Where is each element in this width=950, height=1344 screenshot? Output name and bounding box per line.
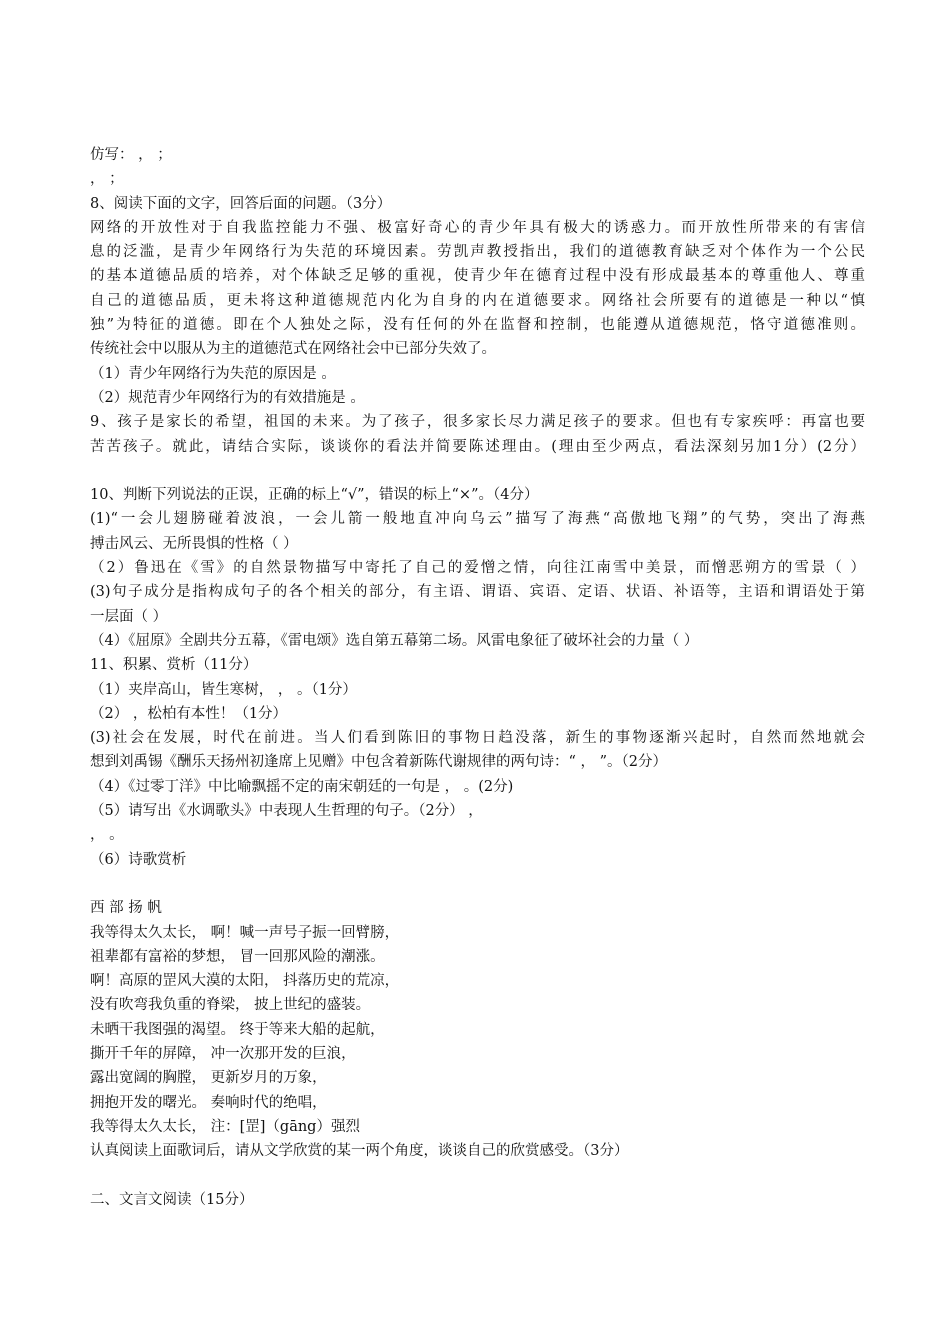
text-line: 苦苦孩子。就此，请结合实际，谈谈你的看法并简要陈述理由。(理由至少两点，看法深刻另加1分）(2分） xyxy=(90,438,865,455)
text-line: （5）请写出《水调歌头》中表现人生哲理的句子。（2分） ， xyxy=(90,803,483,820)
text-line: 认真阅读上面歌词后，请从文学欣赏的某一两个角度，谈谈自己的欣赏感受。（3分） xyxy=(90,1143,629,1160)
text-line: （6）诗歌赏析 xyxy=(90,851,187,868)
question-heading: 11、积累、赏析（11分） xyxy=(90,657,258,674)
question-heading: 10、判断下列说法的正误，正确的标上“√”，错误的标上“×”。（4分） xyxy=(90,487,539,504)
text-line: (3)社会在发展，时代在前进。当人们看到陈旧的事物日趋没落，新生的事物逐渐兴起时，自然而然地就会 xyxy=(90,730,865,747)
poem-line: 祖辈都有富裕的梦想， 冒一回那风险的潮涨。 xyxy=(90,948,385,965)
text-line: 想到刘禹锡《酬乐天扬州初逢席上见赠》中包含着新陈代谢规律的两句诗：“ ， ”。（2分） xyxy=(90,754,668,771)
blank-line xyxy=(90,1163,865,1187)
poem-line: 我等得太久太长， 啊！喊一声号子振一回臂膀， xyxy=(90,924,400,941)
question-heading: 8、阅读下面的文字，回答后面的问题。（3分） xyxy=(90,195,392,212)
text-line: (1)“一会儿翅膀碰着波浪，一会儿箭一般地直冲向乌云”描写了海燕“高傲地飞翔”的气势，突出了海燕 xyxy=(90,511,865,528)
text-line: 息的泛滥，是青少年网络行为失范的环境因素。劳凯声教授指出，我们的道德教育缺乏对个体作为一个公民 xyxy=(90,244,865,261)
text-line: 搏击风云、无所畏惧的性格（ ） xyxy=(90,535,298,552)
text-line: 独”为特征的道德。即在个人独处之际，没有任何的外在监督和控制，也能遵从道德规范，恪守道德准则。 xyxy=(90,317,865,334)
text-line: (3)句子成分是指构成句子的各个相关的部分，有主语、谓语、宾语、定语、状语、补语等，主语和谓语处于第 xyxy=(90,584,865,601)
text-line: ， 。 xyxy=(90,827,124,844)
blank-line xyxy=(90,459,865,483)
text-line: 自己的道德品质，更未将这种道德规范内化为自身的内在道德要求。网络社会所要有的道德是一种以“慎 xyxy=(90,292,865,309)
question-heading: 9、孩子是家长的希望，祖国的未来。为了孩子，很多家长尽力满足孩子的要求。但也有专家疾呼：再富也要 xyxy=(90,414,865,431)
text-line: ， ； xyxy=(90,171,124,188)
text-line: （2）规范青少年网络行为的有效措施是 。 xyxy=(90,389,365,406)
poem-title: 西 部 扬 帆 xyxy=(90,900,162,917)
blank-line xyxy=(90,872,865,896)
poem-line: 未晒干我图强的渴望。 终于等来大船的起航， xyxy=(90,1021,385,1038)
text-line: （2） ，松柏有本性！（1分） xyxy=(90,705,288,722)
poem-line: 啊！高原的罡风大漠的太阳， 抖落历史的荒凉， xyxy=(90,973,400,990)
poem-line: 露出宽阔的胸膛， 更新岁月的万象， xyxy=(90,1070,327,1087)
text-line: 网络的开放性对于自我监控能力不强、极富好奇心的青少年具有极大的诱惑力。而开放性所带来的有害信 xyxy=(90,219,865,236)
text-line: （1）青少年网络行为失范的原因是 。 xyxy=(90,365,336,382)
text-line: （4）《过零丁洋》中比喻飘摇不定的南宋朝廷的一句是 ， 。(2分) xyxy=(90,778,514,795)
poem-line: 撕开千年的屏障， 冲一次那开发的巨浪， xyxy=(90,1045,356,1062)
text-line: 一层面（ ） xyxy=(90,608,168,625)
poem-line: 没有吹弯我负重的脊梁， 披上世纪的盛装。 xyxy=(90,997,371,1014)
section-heading: 二、文言文阅读（15分） xyxy=(90,1191,254,1208)
text-line: 仿写： ， ； xyxy=(90,147,172,163)
poem-line: 拥抱开发的曙光。 奏响时代的绝唱， xyxy=(90,1094,327,1111)
text-line: （2）鲁迅在《雪》的自然景物描写中寄托了自己的爱憎之情，向往江南雪中美景，而憎恶朔方的雪景（ ） xyxy=(90,560,865,577)
text-line: （4）《屈原》全剧共分五幕，《雷电颂》选自第五幕第二场。风雷电象征了破坏社会的力量（ ） xyxy=(90,632,699,649)
text-line: （1）夹岸高山，皆生寒树， ， 。（1分） xyxy=(90,681,357,698)
text-line: 传统社会中以服从为主的道德范式在网络社会中已部分失效了。 xyxy=(90,341,496,358)
text-line: 的基本道德品质的培养，对个体缺乏足够的重视，使青少年在德育过程中没有形成最基本的尊重他人、尊重 xyxy=(90,268,865,285)
poem-line: 我等得太久太长， 注：[罡]（gāng）强烈 xyxy=(90,1118,360,1135)
document-page xyxy=(90,143,865,1212)
